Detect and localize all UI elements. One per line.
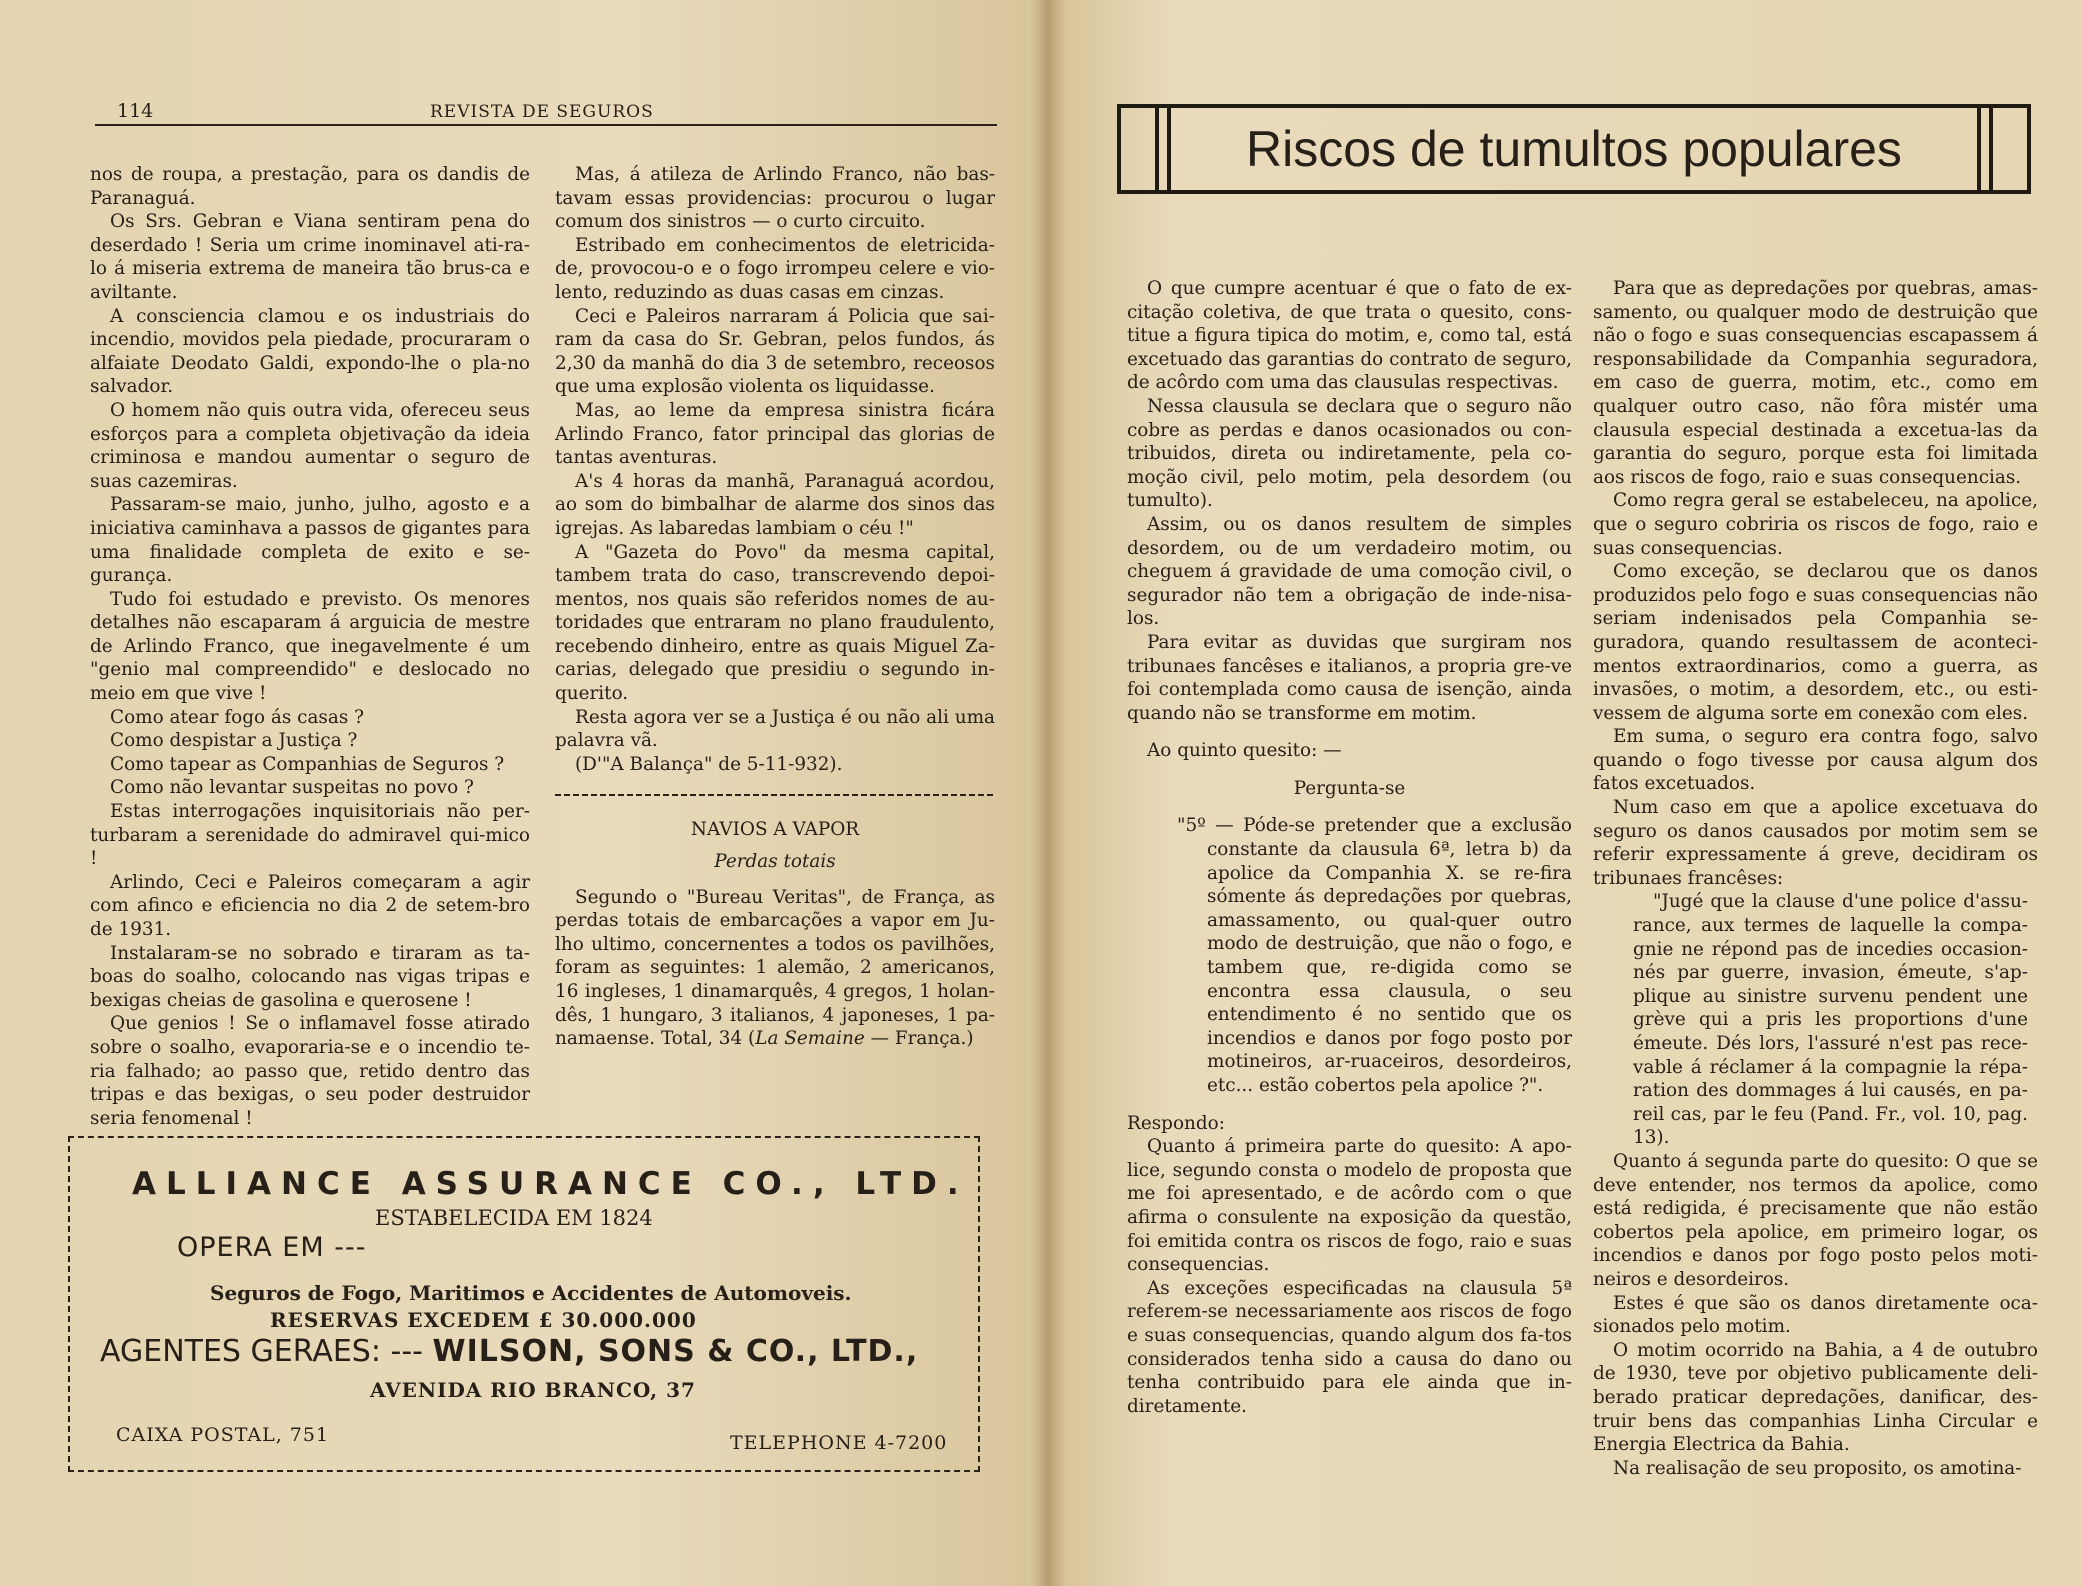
right-column-2 xyxy=(1593,277,2038,1480)
ad-company-name: ALLIANCE ASSURANCE CO., LTD. xyxy=(132,1166,969,1202)
paragraph: Segundo o "Bureau Veritas", de França, as perdas totais de embarcações a vapor em Ju-lho ultimo, concernentes a todos os pavilhões, foram as seguintes: 1 alemão, 2 americanos, 16 ingleses, 1 dinamarquês, 4 gregos, 1 holan-dês, 1 hungaro, 3 italianos, 4 japoneses, 1 pa-namaense. Total, 34 (La Semaine — França.) xyxy=(555,886,995,1050)
paragraph: Estribado em conhecimentos de eletricida-de, provocou-o e o fogo irrompeu celere e vio-lento, reduzindo as duas casas em cinzas. xyxy=(555,234,995,303)
left-column-2 xyxy=(555,163,995,1051)
spacer xyxy=(1127,763,1572,777)
paragraph: Como atear fogo ás casas ? xyxy=(110,706,364,728)
paragraph: Como regra geral se estabeleceu, na apolice, que o seguro cobriria os riscos de fogo, raio e suas consequencias. xyxy=(1593,490,2038,559)
title-bar-left xyxy=(1155,108,1171,190)
paragraph: A's 4 horas da manhã, Paranaguá acordou, ao som do bimbalhar de alarme dos sinos das igrejas. As labaredas lambiam o céu !" xyxy=(555,470,995,539)
paragraph: Estes é que são os danos diretamente oca-sionados pelo motim. xyxy=(1593,1292,2038,1338)
paragraph: Como tapear as Companhias de Seguros ? xyxy=(110,753,505,775)
question-quote: "5º — Póde-se pretender que a exclusão constante da clausula 6ª, letra b) da apolice da Companhia X. se re-fira sómente ás depredações por quebras, amassamento, ou qual-quer outro modo de destruição, que não o fogo, e tambem que, re-digida como se encontra essa clausula, o seu entendimento é no sentido que os incendios e danos por fogo posto por motineiros, ar-ruaceiros, desordeiros, etc... estão cobertos pela apolice ?". xyxy=(1177,815,1572,1096)
paragraph: Quanto á segunda parte do quesito: O que se deve entender, nos termos da apolice, como está redigida, é precisamente que não estão cobertos pela apolice, em primeiro logar, os incendios e danos por fogo posto pelos moti-neiros e desordeiros. xyxy=(1593,1150,2038,1290)
paragraph: O que cumpre acentuar é que o fato de ex-citação coletiva, de que trata o quesito, cons-titue a figura tipica do motim, e, como tal, está excetuado das garantias do contrato de seguro, de acôrdo com uma das clausulas respectivas. xyxy=(1127,278,1572,394)
paragraph: Os Srs. Gebran e Viana sentiram pena do deserdado ! Seria um crime inominavel ati-ra-lo á miseria extrema de maneira tão brus-ca e aviltante. xyxy=(90,211,530,303)
paragraph: Como exceção, se declarou que os danos produzidos pelo fogo e suas consequencias não seriam indenisados pela Companhia se-guradora, quando resultassem de aconteci-mentos extraordinarios, como a guerra, as invasões, o motim, a desordem, etc., ou esti-vessem de alguma sorte em conexão com eles. xyxy=(1593,561,2038,724)
ad-po-box: CAIXA POSTAL, 751 xyxy=(116,1424,330,1446)
spacer xyxy=(1127,725,1572,739)
paragraph: Em suma, o seguro era contra fogo, salvo quando o fogo tivesse por causa algum dos fatos excetuados. xyxy=(1593,726,2038,795)
page-number: 114 xyxy=(117,100,154,122)
ad-agents-label: AGENTES GERAES: --- xyxy=(100,1334,423,1369)
paragraph: Num caso em que a apolice excetuava do seguro os danos causados por motim sem se referir expressamente á greve, decidiram os tribunaes francêses: xyxy=(1593,797,2038,889)
paragraph: Na realisação de seu proposito, os amotina- xyxy=(1613,1457,2022,1479)
paragraph: Para que as depredações por quebras, amas-samento, ou qualquer modo de destruição que não o fogo e suas consequencias escapassem á responsabilidade da Companhia seguradora, em caso de guerra, motim, etc., como em qualquer outro caso, não fôra mistér uma clausula especial destinada a excetua-las da garantia do seguro, porque esta foi limitada aos riscos de fogo, raio e suas consequencias. xyxy=(1593,278,2038,488)
journal-title: REVISTA DE SEGUROS xyxy=(430,102,654,122)
paragraph: Que genios ! Se o inflamavel fosse atirado sobre o soalho, evaporaria-se e o incendio te-ria falhado; ao passo que, retido dentro das tripas e das bexigas, o seu poder destruidor seria fenomenal ! xyxy=(90,1013,530,1129)
paragraph: Como não levantar suspeitas no povo ? xyxy=(110,777,474,799)
section-subheading: Perdas totais xyxy=(714,851,836,873)
source-note: (D'"A Balança" de 5-11-932). xyxy=(575,753,843,775)
ad-established: ESTABELECIDA EM 1824 xyxy=(375,1206,653,1230)
paragraph: As exceções especificadas na clausula 5ª referem-se necessariamente aos riscos de fogo e suas consequencias, quando algum dos fa-tos considerados tenha sido a causa do dano ou tenha contribuido para ele ainda que in-diretamente. xyxy=(1127,1277,1572,1417)
paragraph: Ao quinto quesito: — xyxy=(1147,740,1342,762)
paragraph: Quanto á primeira parte do quesito: A apo-lice, segundo consta o modelo de proposta que me foi apresentado, e de acôrdo com o que afirma o consulente na exposição da questão, foi emitida contra os riscos de fogo, raio e suas consequencias. xyxy=(1127,1136,1572,1276)
paragraph: Mas, á atileza de Arlindo Franco, não bas-tavam essas providencias: procurou o lugar comum dos sinistros — o curto circuito. xyxy=(555,164,995,233)
article-title: Riscos de tumultos populares xyxy=(1246,121,1902,177)
ad-agents-name: WILSON, SONS & CO., LTD., xyxy=(432,1334,919,1369)
paragraph: O homem não quis outra vida, ofereceu seus esforços para a completa objetivação da ideia criminosa e mandou aumentar o seguro de suas cazemiras. xyxy=(90,399,530,492)
paragraph: A "Gazeta do Povo" da mesma capital, tambem trata do caso, transcrevendo depoi-mentos, nos quais são referidos nomes de au-toridades que entraram no plano fraudulento, recebendo dinheiro, entre as quais Miguel Za-carias, delegado que presidiu o segundo in-querito. xyxy=(555,541,995,705)
paragraph: Como despistar a Justiça ? xyxy=(110,730,358,752)
title-bar-right xyxy=(1977,108,1993,190)
spacer xyxy=(1127,1098,1572,1112)
header-rule xyxy=(95,124,997,126)
ad-telephone: TELEPHONE 4-7200 xyxy=(730,1432,948,1454)
navios-text: Segundo o "Bureau Veritas", de França, as perdas totais de embarcações a vapor em Ju-lho ultimo, concernentes a todos os pavilhões, foram as seguintes: 1 alemão, 2 americanos, 16 ingleses, 1 dinamarquês, 4 gregos, 1 holan-dês, 1 hungaro, 3 italianos, 4 japoneses, 1 pa-namaense. Total, 34 xyxy=(555,886,995,1050)
article-title-box xyxy=(1117,104,2031,194)
section-heading: NAVIOS A VAPOR xyxy=(690,819,860,841)
paragraph: Assim, ou os danos resultem de simples desordem, ou de um verdadeiro motim, ou cheguem á gravidade de uma comoção civil, o segurador não tem a obrigação de inde-nisa-los. xyxy=(1127,513,1572,630)
section-divider xyxy=(555,794,995,796)
source-tail: — França.) xyxy=(870,1028,974,1050)
ad-reserves: RESERVAS EXCEDEM £ 30.000.000 xyxy=(270,1308,697,1332)
ad-lines: Seguros de Fogo, Maritimos e Accidentes de Automoveis. xyxy=(210,1281,852,1305)
french-quote: "Jugé que la clause d'une police d'assu-rance, aux termes de laquelle la compa-gnie ne répond pas de incedies occasion-nés par guerre, invasion, émeute, s'ap-plique au sinistre survenu pendent une grève qui a pris les proportions d'une émeute. Dés lors, l'assuré n'est pas rece-vable á réclamer á la compagnie la répa-ration des dommages á lui causés, en pa-reil cas, par le feu (Pand. Fr., vol. 10, pag. 13). xyxy=(1633,891,2028,1149)
paragraph: Ceci e Paleiros narraram á Policia que sai-ram da casa do Sr. Gebran, pelos fundos, ás 2,30 da manhã do dia 3 de setembro, receosos que uma explosão violenta os liquidasse. xyxy=(555,305,995,398)
respondo-label: Respondo: xyxy=(1127,1112,1225,1134)
advertisement-box xyxy=(68,1136,980,1472)
ad-opera: OPERA EM --- xyxy=(177,1232,367,1263)
left-column-1 xyxy=(90,163,530,1130)
paragraph: Nessa clausula se declara que o seguro não cobre as perdas e danos ocasionados ou con-tribuidos, direta ou indiretamente, pela co-moção civil, pelo motim, pela desordem (ou tumulto). xyxy=(1127,395,1572,512)
paragraph: Arlindo, Ceci e Paleiros começaram a agir com afinco e eficiencia no dia 2 de setem-bro de 1931. xyxy=(90,871,530,940)
ad-address: AVENIDA RIO BRANCO, 37 xyxy=(370,1378,696,1402)
paragraph: nos de roupa, a prestação, para os dandis de Paranaguá. xyxy=(90,164,530,209)
subheading: Pergunta-se xyxy=(1293,777,1406,799)
paragraph: Mas, ao leme da empresa sinistra ficára Arlindo Franco, fator principal das glorias de tantas aventuras. xyxy=(555,399,995,469)
paragraph: Passaram-se maio, junho, julho, agosto e a iniciativa caminhava a passos de gigantes para uma finalidade completa de exito e se-gurança. xyxy=(90,494,530,587)
paragraph: Para evitar as duvidas que surgiram nos tribunaes fancêses e italianos, a propria gre-ve foi contemplada como causa de isenção, ainda quando não se transforme em motim. xyxy=(1127,631,1572,724)
paragraph: O motim ocorrido na Bahia, a 4 de outubro de 1930, teve por objetivo publicamente deli-berado praticar depredações, danificar, des-truir bens das companhias Linha Circular e Energia Electrica da Bahia. xyxy=(1593,1339,2038,1456)
source-italic: La Semaine xyxy=(755,1028,865,1050)
paragraph: Tudo foi estudado e previsto. Os menores detalhes não escaparam á arguicia de mestre de Arlindo Franco, que inegavelmente é um "genio mal compreendido" e deslocado no meio em que vive ! xyxy=(90,588,530,705)
right-column-1 xyxy=(1127,277,1572,1418)
paragraph: A consciencia clamou e os industriais do incendio, movidos pela piedade, procuraram o alfaiate Deodato Galdi, expondo-lhe o pla-no salvador. xyxy=(90,305,530,398)
paragraph: Instalaram-se no sobrado e tiraram as ta-boas do soalho, colocando nas vigas tripas e bexigas cheias de gasolina e querosene ! xyxy=(90,942,530,1011)
spacer xyxy=(1127,800,1572,814)
paragraph: Estas interrogações inquisitoriais não per-turbaram a serenidade do admiravel qui-mico ! xyxy=(90,801,530,870)
ad-agents xyxy=(100,1334,918,1369)
paragraph: Resta agora ver se a Justiça é ou não ali uma palavra vã. xyxy=(555,706,995,752)
binding-gutter xyxy=(1030,0,1066,1586)
